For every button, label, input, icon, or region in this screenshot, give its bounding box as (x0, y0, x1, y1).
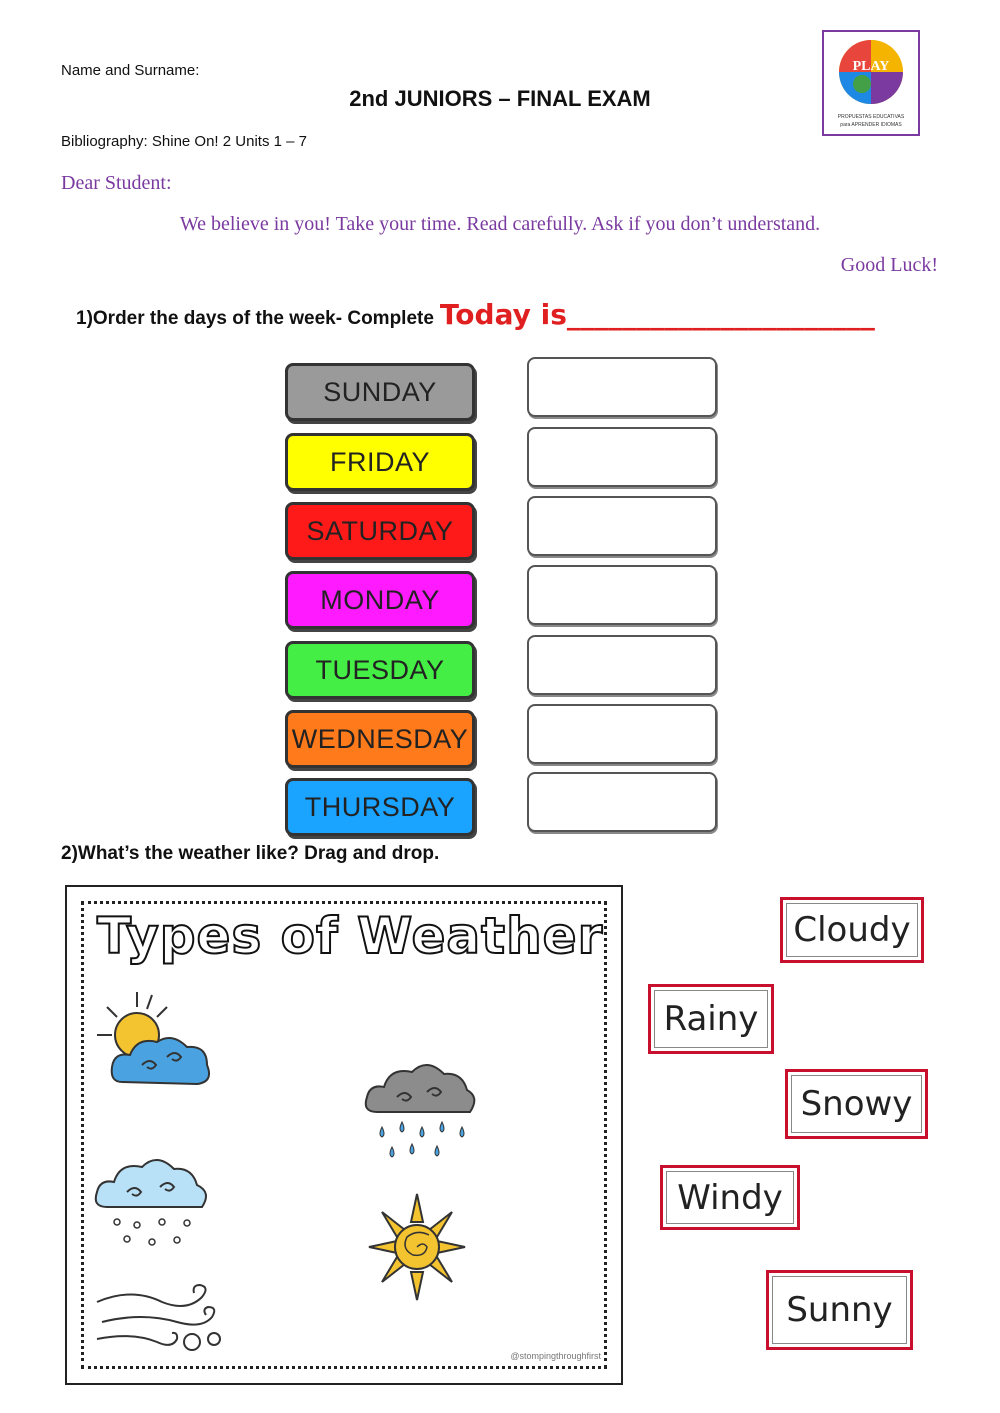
weather-poster (65, 885, 623, 1385)
logo-caption-2: para APRENDER IDIOMAS (840, 122, 902, 128)
day-card-thursday[interactable]: THURSDAY (285, 778, 475, 836)
day-card-sunday[interactable]: SUNDAY (285, 363, 475, 421)
answer-slot-2[interactable] (527, 427, 717, 487)
day-card-monday[interactable]: MONDAY (285, 571, 475, 629)
answer-slot-4[interactable] (527, 565, 717, 625)
poster-title: Types of Weather (97, 907, 604, 965)
wind-icon[interactable] (92, 1277, 232, 1357)
poster-credit: @stompingthroughfirst (510, 1351, 601, 1361)
word-card-rainy[interactable]: Rainy (648, 984, 774, 1054)
play-logo (822, 30, 920, 136)
logo-icon (824, 32, 918, 134)
bibliography: Bibliography: Shine On! 2 Units 1 – 7 (61, 133, 307, 150)
logo-caption-1: PROPUESTAS EDUCATIVAS (837, 114, 905, 120)
exam-title: 2nd JUNIORS – FINAL EXAM (349, 86, 651, 111)
day-card-wednesday[interactable]: WEDNESDAY (285, 710, 475, 768)
word-card-sunny[interactable]: Sunny (766, 1270, 913, 1350)
name-label: Name and Surname: (61, 62, 200, 79)
snow-cloud-icon[interactable] (92, 1127, 222, 1257)
salutation: Dear Student: (61, 172, 172, 194)
rain-cloud-icon[interactable] (362, 1042, 482, 1172)
answer-slot-1[interactable] (527, 357, 717, 417)
partly-cloudy-icon[interactable] (92, 987, 222, 1097)
word-card-cloudy[interactable]: Cloudy (780, 897, 924, 963)
answer-slot-3[interactable] (527, 496, 717, 556)
answer-slot-5[interactable] (527, 635, 717, 695)
answer-slot-6[interactable] (527, 704, 717, 764)
day-card-friday[interactable]: FRIDAY (285, 433, 475, 491)
sun-icon[interactable] (367, 1192, 467, 1302)
question2-prompt: 2)What’s the weather like? Drag and drop. (61, 843, 440, 864)
logo-text: PLAY (852, 59, 890, 74)
closing: Good Luck! (840, 254, 938, 276)
answer-slot-7[interactable] (527, 772, 717, 832)
encouragement-message: We believe in you! Take your time. Read carefully. Ask if you don’t understand. (179, 213, 821, 235)
question1-prompt: 1)Order the days of the week- Complete (76, 308, 434, 329)
today-blank[interactable]: ______________________ (566, 298, 875, 331)
day-card-tuesday[interactable]: TUESDAY (285, 641, 475, 699)
word-card-snowy[interactable]: Snowy (785, 1069, 928, 1139)
word-card-windy[interactable]: Windy (660, 1165, 800, 1230)
today-label: Today is (439, 298, 567, 331)
day-card-saturday[interactable]: SATURDAY (285, 502, 475, 560)
